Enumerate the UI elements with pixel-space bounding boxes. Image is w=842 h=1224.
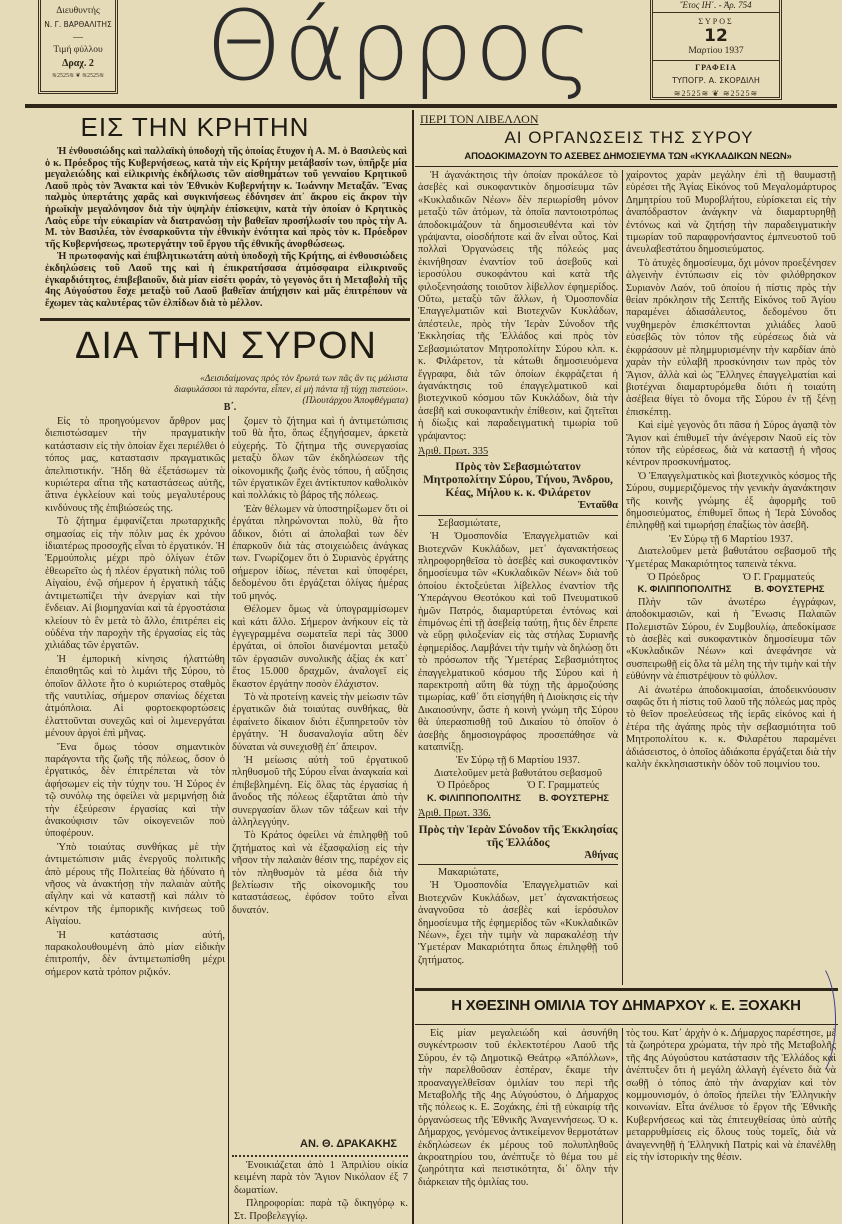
paragraph: Ἡ ἐνθουσιώδης καὶ παλλαϊκὴ ὑποδοχὴ τῆς ὁποίας ἔτυχον ἡ Α. Μ. ὁ Βασιλεὺς καὶ ὁ κ. Πρόεδρος τῆς Κυβερνήσεως, κατὰ τὴν εἰς Κρήτην μετάβασίν των, ὑπῆρξε μία μεγαλειώδης καὶ εἰλικρινὴς ἐκδήλωσις τῶν αἰσθημάτων τοῦ γενναίου Κρητικοῦ Λαοῦ πρὸς τὸν Ἄνακτα καὶ τὸν Ἐθνικὸν Κυβερνήτην κ. Ἰωάννην Μεταξᾶν. Ἕνας παλμὸς ὑπερτάτης χαρᾶς καὶ συγκινήσεως ἐδόνησεν ἀπ᾽ ἄκρου εἰς ἄκρον τὴν ἡρωϊκὴν μεγαλόνησον διὰ τὴν ὑψηλὴν ἐπίσκεψιν, κατὰ τὴν ὁποίαν ὁ Κρητικὸς Λαὸς εὗρε τὴν εὐκαιρίαν νὰ διατρανώσῃ τὴν βαθεῖαν προσήλωσίν του πρὸς τὴν Α. Μ. τὸν Βασιλέα, τὸν ἐνσαρκοῦντα τὴν ἐθνικὴν ἑνότητα καὶ πρὸς τὸν κ. Πρόεδρον τῆς Κυβερνήσεως, πρωτεργάτην τοῦ ἔργου τῆς ἐθνικῆς ἀνορθώσεως. [45,146,407,250]
signature-secretary: Β. ΦΟΥΣΤΕΡΗΣ [538,792,610,804]
issue-number: Ἔτος ΙΗ΄. - Ἀρ. 754 [653,0,779,13]
ornament-border: ≋2525≋ ❦ ≋2525≋ [51,73,105,79]
paragraph: Πλὴν τῶν ἀνωτέρω ἐγγράφων, ἀποδοκιμασιῶν, καὶ ἡ Ἕνωσις Παλαιῶν Πολεμιστῶν Σύρου, ἐν Συμβουλίῳ, ἀπεδοκίμασε τὸ ἀσεβὲς καὶ συκοφαντικὸν δημοσίευμα τῶν «Κυκλαδικῶν Νέων» καὶ ἀνεφάνησε νὰ συσπειρωθῇ εἰς ὅλα τὰ μέλη της τὴν τιμὴν καὶ τὴν εὐθύνην νὰ ἐπιστρέψουν τὸ φύλλον. [626,596,836,683]
paragraph: Ἡ Ὁμοσπονδία Ἐπαγγελματιῶν καὶ Βιοτεχνῶν Κυκλάδων, μετ᾽ ἀγανακτήσεως πληροφορηθεῖσα τὸ ἀσεβὲς καὶ συκοφαντικὸν δημοσίευμα τῶν «Κυκλαδικῶν Νέων» διὰ τοῦ ὁποίου ἐκτοξεύεται λίβελλος ἐναντίον τῆς Ὑπεράγνου Θεοτόκου καὶ τοῦ Πνευματικοῦ ἡμῶν Πατρός, διαμαρτύρεται ἐντόνως καὶ ἐπιμόνως ἐπὶ τῇ ἀσεβείᾳ ταύτῃ, ἥτις δὲν ἔπρεπε νὰ εὕρῃ φιλοξενίαν εἰς τὰς στήλας Συριανῆς ἐφημερίδος. Λαμβάνει τὴν τιμὴν νὰ δηλώσῃ ὅτι τὸ πρόσωπον τῆς Ὑμετέρας Σεβασμιότητος ἐπαγγελματικοῦ κόσμου τῆς Σύρου καὶ ἡ παρεκτροπὴ αὕτη θὰ τύχῃ τῆς ἀρμοζούσης τιμωρίας, καθ᾽ ὅτι εἰσηγήθη ἡ Διοίκησις εἰς τὴν Δικαιοσύνην, ὥστε ἡ κοινὴ γνώμη τῆς Σύρου θὰ ὑπερασπισθῇ τοῦ Δικαίου τὸ ὁποῖον ὁ ἀσεβὴς δημοσιογράφος προσεπάθησε νὰ καταπνίξῃ. [418,531,618,754]
subheadline-libel: ΑΠΟΔΟΚΙΜΑΖΟΥΝ ΤΟ ΑΣΕΒΕΣ ΔΗΜΟΣΙΕΥΜΑ ΤΩΝ «ΚΥΚΛΑΔΙΚΩΝ ΝΕΩΝ» [464,151,792,162]
paragraph: Τὸ ζήτημα ἐμφανίζεται πρωταρχικῆς σημασίας εἰς τὴν πόλιν μας ἐκ χρόνου ἰδιαιτέρως προσοχῆς εἶναι τὸ ἐργατικόν. Ἡ Ἑρμούπολις μέχρι πρὸ ὀλίγων ἐτῶν ἐθεωρεῖτο ὡς ἡ πλέον ἐργατικὴ πόλις τοῦ Αἰγαίου, ἐνῷ σήμερον ἡ ἐργατικὴ τάξις ἀντιμετωπίζει τὴν ἀνεργίαν καὶ τὴν ἔνδειαν. Αἱ βιομηχανίαι καὶ τὰ ἐργοστάσια κλείουν τὸ ἓν μετὰ τὸ ἄλλο, ἐπιτρέπει εἰς οὐδένα τὴν παροχὴν τῆς ἐργασίας εἰς τὰς χιλιάδας τῶν ἐργατῶν. [45,516,225,652]
addressee: Πρὸς τὸν Σεβασμιώτατον Μητροπολίτην Σύρου, Τήνου, Ἄνδρου, Κέας, Μήλου κ. κ. Φιλάρετον [423,461,613,500]
headline-mayor-title: κ. [709,1002,718,1013]
director-name: Ν. Γ. ΒΑΡΘΑΛΙΤΗΣ [44,20,112,29]
paragraph: ζομεν τὸ ζήτημα καὶ ἡ ἀντιμετώπισις τοῦ θὰ ἦτο, ὅπως ἐξηγήσαμεν, ἀρκετὰ εὐχερής. Τὸ ζήτημα τῆς συνεργασίας μεταξὺ ὅλων τῶν ἐκδηλώσεων τῆς οἰκονομικῆς ζωῆς ἑνὸς τόπου, ἡ αὔξησις τῶν ἐργατικῶν ἔχει ἀντίκτυπον καθολικὸν καὶ πολλάκις τὸ βάρος τῆς πόλεως. [232,416,408,502]
epigraph-source: (Πλουτάρχου Ἀποφθέγματα) [302,396,408,406]
date-month-year: Μαρτίου 1937 [653,45,779,61]
ink-mark [790,960,836,1080]
column-divider [228,416,229,1224]
letter-closing: Διατελοῦμεν μετὰ βαθυτάτου σεβασμοῦ [433,767,602,779]
addressee-place: Ἀθήνας [584,849,618,861]
article-mayor-col1 [418,1028,618,1224]
salutation: Μακαριώτατε, [438,866,499,878]
masthead-left-box [38,0,118,94]
headline-rule [415,1024,838,1025]
author-signature: ΑΝ. Θ. ΔΡΑΚΑΚΗΣ [300,1138,398,1150]
headline-syros: ΔΙΑ ΤΗΝ ΣΥΡΟΝ [75,325,377,367]
price: Δραχ. 2 [62,58,94,69]
addressee: Πρὸς τὴν Ἱερὰν Σύνοδον τῆς Ἐκκλησίας τῆς Ἑλλάδος [418,823,618,849]
headline-mayor-name: Ε. ΞΟΧΑΚΗ [721,997,801,1014]
paragraph: Εἰς μίαν μεγαλειώδη καὶ ἀσυνήθη συγκέντρωσιν τοῦ ἐκλεκτοτέρου Λαοῦ τῆς Σύρου, ἐν τῷ Δημοτικῷ Θεάτρῳ «Ἀπόλλων», τὴν παρελθοῦσαν ἑσπέραν, ἔκαμε τὴν προαναγγελθεῖσαν ὁμιλίαν του περὶ τῆς Μεταβολῆς τῆς 4ης Αὐγούστου, ὁ Δήμαρχος τῆς πόλεως κ. Ε. Ξοχάκης, ἐπὶ τῇ εὐκαιρίᾳ τῆς ὀργανώσεως τῆς Ἐθνικῆς Ἀναγεννήσεως. Ὁ κ. Δήμαρχος, γενόμενος ἀντικείμενον θερμοτάτων ἐκδηλώσεων ἐκ μέρους τοῦ πολυπληθοῦς ἀκροατηρίου του, ἀνέπτυξε τὸ θέμα του μὲ ζωηρότητα καὶ πειστικότητα, δι᾽ ὅλην τὴν διάρκειαν τῆς ὁμιλίας του. [418,1028,618,1188]
role-secretary: Ὁ Γ. Γραμματεύς [742,572,815,583]
salutation: Σεβασμιώτατε, [438,517,501,529]
reference-number: Ἀριθ. Πρωτ. 335 [418,445,489,457]
signature-president: Κ. ΦΙΛΙΠΠΟΠΟΛΙΤΗΣ [637,584,732,596]
masthead-right-box [650,0,782,100]
article-libel-col2 [626,170,836,985]
paragraph: Ὑπὸ τοιαύτας συνθήκας μὲ τὴν ἀντιμετώπισιν μιᾶς ἐνεργοῦς πολιτικῆς ἀπὸ μέρους τῆς Πολιτείας θὰ ἠδύνατο ἡ νῆσος νὰ ἀνακτήσῃ τὴν παλαιὰν αὐτῆς αἴγλην καὶ νὰ καταστῇ καὶ πάλιν τὸ κέντρον τῆς ἐμπορικῆς κινήσεως τοῦ Αἰγαίου. [45,841,225,928]
director-label: Διευθυντής [56,6,100,16]
ornament-border: ≋2525≋ ❦ ≋2525≋ [673,89,759,98]
signature-secretary: Β. ΦΟΥΣΤΕΡΗΣ [754,584,825,596]
addressee-place: Ἐνταῦθα [577,500,618,512]
kicker: ΠΕΡΙ ΤΟΝ ΛΙΒΕΛΛΟΝ [420,112,539,126]
price-label: Τιμή φύλλου [53,45,103,55]
masthead-rule [25,104,837,108]
separator-dash: — [73,32,83,43]
paragraph: Ἡ Ὁμοσπονδία Ἐπαγγελματιῶν καὶ Βιοτεχνῶν Κυκλάδων, μετ᾽ ἀγανακτήσεως ἀναγνοῦσα τὸ ἀσεβὲς καὶ ἱερόσυλον δημοσίευμα τῆς ἐφημερίδος τῶν «Κυκλαδικῶν Νέων», ἔχει τὴν τιμὴν νὰ παρακαλέσῃ τὴν Ὑμετέραν Μακαριότητα ὅπως ἐπιληφθῇ τοῦ ζητήματος. [418,880,618,966]
ornament-divider [232,1155,408,1157]
newspaper-title: Θάρρος [206,0,594,102]
paragraph: Ἡ ἀγανάκτησις τὴν ὁποίαν προκάλεσε τὸ ἀσεβὲς καὶ συκοφαντικὸν δημοσίευμα τῶν «Κυκλαδικῶν Νέων» δὲν περιωρίσθη μόνον μεταξὺ τῶν ἀτόμων, τὰ ὁποῖα παντοιοτρόπως ἀποδοκιμάζουν τὰ δημοσιευθέντα καὶ τὸν γράψαντα, οἱοσδήποτε καὶ ἂν εἶναι οὗτος. Καὶ πολλαὶ Ὀργανώσεις τῆς πόλεώς μας ἐκινήθησαν ἐναντίον τοῦ ἀσεβοῦς καὶ ἱεροσύλου συκοφάντου καὶ κατὰ τῆς φιλοξενησάσης τοιοῦτον λίβελλον ἐφημερίδος. Οὕτω, μεταξὺ τῶν ἄλλων, ἡ Ὁμοσπονδία Ἐπαγγελματιῶν καὶ Βιοτεχνῶν Κυκλάδων, ἀπέστειλε, πρὸς τὴν Ἱερὰν Σύνοδον τῆς Ἐκκλησίας τῆς Ἑλλάδος καὶ πρὸς τὸν Σεβασμιώτατον Μητροπολίτην Σύρου κλπ. κ. κ. Φιλάρετον, τὰ κάτωθι δημοσιευόμενα ἔγγραφα, διὰ τῶν ὁποίων ἐκφράζεται ἡ ἀγανάκτησις τοῦ ἐπαγγελματικοῦ καὶ βιοτεχνικοῦ κόσμου τῶν Κυκλάδων, διὰ τὴν ἀσεβῆ καὶ συκοφαντικὴν ἐπίθεσιν, καὶ ζητεῖται ἡ δίωξις καὶ παραδειγματικὴ τιμωρία τοῦ γράψαντος: [418,170,618,442]
classified-ad [234,1160,408,1224]
header-rule [415,166,838,167]
letter-closing: Διατελοῦμεν μετὰ βαθυτάτου σεβασμοῦ τῆς Ὑμετέρας Μακαριότητος ταπεινὰ τέκνα. [626,546,836,570]
paragraph: Ἡ πρωτοφανὴς καὶ ἐπιβλητικωτάτη αὐτὴ ὑποδοχὴ τῆς Κρήτης, αἱ ἐνθουσιώδεις ἐκδηλώσεις τοῦ Λαοῦ της καὶ ἡ ἐπικρατήσασα ἀτμόσφαιρα εἰλικρινοῦς ἐγκαρδιότητος, ἐπιβεβαιοῦν, διὰ μίαν εἰσέτι φοράν, τὸ γεγονὸς ὅτι ἡ Μεταβολὴ τῆς 4ης Αὐγούστου ἔσχε μεταξὺ τοῦ Λαοῦ βαθεῖαν ἀπήχησιν καὶ μᾶς ἐπιτρέπουν νὰ ἔχωμεν τὰς καλυτέρας τῶν ἐλπίδων διὰ τὸ μέλλον. [45,251,407,309]
paragraph: Ἡ κατάστασις αὐτή, παρακολουθουμένη ἀπὸ μίαν εἰδικὴν ἐπιτροπήν, δὲν ἀντιμετωπίσθη μέχρι σήμερον κατὰ τρόπον ριζικόν. [45,929,225,978]
offices-address: ΤΥΠΟΓΡ. Α. ΣΚΟΡΔΙΛΗ [672,76,760,85]
part-number: Β΄. [223,402,237,413]
paragraph: χαίροντος χαρὰν μεγάλην ἐπὶ τῇ θαυμαστῇ εὑρέσει τῆς Ἁγίας Εἰκόνος τοῦ Μεγαλομάρτυρος Δημητρίου τοῦ Μυροβλήτου, εὑρίσκεται εἰς τὴν ἀναπόδραστον ἀνάγκην νὰ διαμαρτυρηθῇ ἐντόνως καὶ νὰ ζητήσῃ τὴν παραδειγματικὴν τιμωρίαν τοῦ παραφρονήσαντος ἐμπνευστοῦ τοῦ ἀνευλαβεστάτου δημοσιεύματος. [626,170,836,256]
paragraph: Αἱ ἀνωτέρω ἀποδοκιμασίαι, ἀποδεικνύουσιν σαφῶς ὅτι ἡ πίστις τοῦ λαοῦ τῆς πόλεώς μας πρὸς τὸ θεῖον προελεύσεως τῆς ἱερᾶς εἰκόνος καὶ ἡ ἑτέρα τῆς ἀγάπης πρὸς τὴν σεβασμιότητα τοῦ Μητροπολίτου κ. κ. Φιλαρέτου παραμένει ἀδιάσειστος, ὁ ὁποῖος ἀδιάκοπα ἐργάζεται διὰ τὴν καλὴν ἐκκλησιαστικὴν ὁδὸν τοῦ ποιμνίου του. [626,684,836,771]
section-rule [415,988,838,991]
headline-libel: ΑΙ ΟΡΓΑΝΩΣΕΙΣ ΤΗΣ ΣΥΡΟΥ [504,128,754,147]
role-secretary: Ὁ Γ. Γραμματεύς [527,780,600,792]
paragraph: τὸς του. Κατ᾽ ἀρχὴν ὁ κ. Δήμαρχος παρέστησε, μὲ τὰ ζωηρότερα χρώματα, τὴν πρὸ τῆς Μεταβολῆς τῆς 4ης Αὐγούστου κατάστασιν τῆς Ἑλλάδος καὶ ἀνέπτυξεν ὅτι ἡ μεγάλη ἀλλαγὴ ἐγένετο διὰ νὰ σωθῇ ὁ τόπος ἀπὸ τὴν ἀναρχίαν καὶ τὸν κομμουνισμόν, ὁ ὁποῖος ἠπείλει τὴν Ἑλληνικὴν κοινωνίαν. Εἶτα ἀνέλυσε τὸ ἔργον τῆς Ἐθνικῆς Κυβερνήσεως καὶ τὰς ἐπιτευχθείσας ὑπὸ αὐτῆς μεταρρυθμίσεις εἰς ὅλους τοὺς τομεῖς, διὰ νὰ ἀναγεννηθῇ ἡ Ἑλληνικὴ Πατρὶς καὶ νὰ ἐπανέλθῃ εἰς τὴν ἱστορικὴν της θέσιν. [626,1028,836,1164]
epigraph-quote: «Δεισιδαίμονας πρὸς τὸν ἔρωτά των πᾶς ἂν τις μάλιστα διαφυλάσσοι τὰ παρόντα, εἶπεν, εἰ μὴ πάντα τῇ τύχῃ πιστεύοι». [174,374,408,395]
role-president: Ὁ Πρόεδρος [647,572,700,583]
reference-number: Ἀριθ. Πρωτ. 336. [418,808,491,820]
paragraph: Τὸ ἀτυχὲς δημοσίευμα, ὄχι μόνον προεξένησεν ἀλγεινὴν ἐντύπωσιν εἰς τὸν φιλόθρησκον Συριανὸν Λαόν, τοῦ ὁποίου ἡ πίστις πρὸς τὴν θείαν πρόκλησιν τῆς Σεπτῆς Εἰκόνος τοῦ Ἁγίου παραμένει ἀδιασάλευτος, δεδομένου ὅτι νυχθημερὸν ἐπισκέπτονται χιλιάδες λαοῦ εὐσεβῶς τὸν τόπον τῆς εὑρέσεως διὰ νὰ ἐκφράσουν μὲ πλημμυρισμένην τὴν καρδίαν ἀπὸ χαρὰν τὴν εὐλαβῆ προσκύνησιν των πρὸς τὸν Ἅγιον, ἀλλὰ καὶ ὡς Ἕλληνες ἐπαγγελματίαι καὶ βιοτέχναι διαμαρτυρόμεθα διότι ἡ τοιαύτη ἀσέβεια θίγει τὸ ὄνομα τῆς Σύρου ἐν τῇ ξένῃ ἐπισκέπτῃ. [626,257,836,418]
ad-info: Πληροφορίαι: παρὰ τῷ δικηγόρῳ κ. Στ. Προβελεγγίῳ. [234,1198,408,1222]
headline-mayor-text: Η ΧΘΕΣΙΝΗ ΟΜΙΛΙΑ ΤΟΥ ΔΗΜΑΡΧΟΥ [451,997,706,1014]
letter-date: Ἐν Σύρῳ τῇ 6 Μαρτίου 1937. [668,533,794,545]
article-syros-col2 [232,416,408,1134]
headline-crete: ΕΙΣ ΤΗΝ ΚΡΗΤΗΝ [80,112,310,142]
epigraph [160,374,408,407]
article-libel-col1 [418,170,618,985]
paragraph: Ἕνα ὅμως τόσον σημαντικὸν παράγοντα τῆς ζωῆς τῆς πόλεως, ὅσον ὁ ἐργατικός, δὲν ἐπιτρέπεται νὰ τὸν ἀφήσωμεν εἰς τὴν τύχην του. Ἡ Σύρος ἐν τῷ συνόλῳ της ὀφείλει νὰ μεριμνήσῃ διὰ τὴν ἐξεύρεσιν ἐργασίας καὶ τὴν ἀνακούφισιν τῶν οἰκογενειῶν ποὺ ὑποφέρουν. [45,741,225,840]
page-divider [412,110,414,1224]
paragraph: Ὁ Ἐπαγγελματικὸς καὶ βιοτεχνικὸς κόσμος τῆς Σύρου, συμμεριζόμενος τὴν γενικὴν ἀγανάκτησιν τῆς κοινῆς γνώμης ἐξ ἀφορμῆς τοῦ δημοσιεύματος, ἐπιθυμεῖ ὅπως ἡ Ἱερὰ Σύνοδος ἐπιληφθῇ καὶ τιμωρήσῃ ἐπαξίως τὸν ἀσεβῆ. [626,470,836,532]
offices-label: ΓΡΑΦΕΙΑ [695,63,737,72]
paragraph: Ἡ μείωσις αὐτὴ τοῦ ἐργατικοῦ πληθυσμοῦ τῆς Σύρου εἶναι ἀναγκαία καὶ ἐπιβεβλημένη. Εἰς ὅλας τὰς ἐργασίας ἡ ἄνοδος τῆς πόλεως ἐξαρτᾶται ἀπὸ τὴν συνεργασίαν ὅλων τῶν τάξεων καὶ τὴν ἀλληλεγγύην. [232,754,408,828]
article-crete-body [45,146,407,314]
city: ΣΥΡΟΣ [698,17,734,26]
paragraph: Καὶ εἰμὲ γεγονὸς ὅτι πᾶσα ἡ Σύρος ἀγαπᾷ τὸν Ἅγιον καὶ ἐπιθυμεῖ τὴν ἀνέγερσιν Ναοῦ εἰς τὸν τόπον τῆς εὑρέσεως, διὰ νὰ καταστῇ ἡ νῆσος κέντρον προσκυνήματος. [626,420,836,469]
date-day: 12 [704,26,728,46]
role-president: Ὁ Πρόεδρος [436,780,490,792]
headline-mayor [416,996,836,1018]
paragraph: Θέλομεν ὅμως νὰ ὑπογραμμίσωμεν καὶ κάτι ἄλλο. Σήμερον ἀνήκουν εἰς τὰ ἐγγεγραμμένα σωματεῖα περὶ τὰς 3000 ἐργάται, οἱ ὁποῖοι διανέμονται μεταξὺ τῶν ἐργασιῶν συνολικῆς ἀξίας ἐκ κατ᾽ ἔτος 15.000 δραχμῶν, ἀναλογεῖ εἰς ἕκαστον ἐργάτην ποσὸν ἐλάχιστον. [232,604,408,690]
paragraph: Ἡ ἐμπορικὴ κίνησις ἠλαττώθη ἐπαισθητῶς καὶ τὸ λιμάνι τῆς Σύρου, τὸ ὁποῖον ἄλλοτε ἦτο ὁ κυριώτερος σταθμὸς τῆς ναυτιλίας, σήμερον σπανίως δέχεται ἀτμόπλοια. Αἱ φορτοεκφορτώσεις ἐλαττοῦνται συνεχῶς καὶ οἱ λιμενεργάται μένουν ἀργοὶ ἐπὶ μῆνας. [45,653,225,740]
paragraph: Ἐὰν θέλωμεν νὰ ὑποστηρίξωμεν ὅτι οἱ ἐργάται πληρώνονται πολὺ, θὰ ἦτο ἄδικον, διότι αἱ ἀπολαβαὶ των δὲν ἐπαρκοῦν διὰ τὰς στοιχειώδεις ἀνάγκας των. Γνωρίζομεν ὅτι ὁ Συριανὸς ἐργάτης σήμερον ἰδίως, πένεται καὶ ὑποφέρει, δεδομένου ὅτι ἐργάζεται ὀλίγας ἡμέρας τοῦ μηνός. [232,503,408,602]
column-divider [622,1028,623,1224]
section-rule [40,318,410,321]
letter-date: Ἐν Σύρῳ τῇ 6 Μαρτίου 1937. [455,755,581,767]
ad-text: Ἐνοικιάζεται ἀπὸ 1 Ἀπριλίου οἰκία κειμένη παρὰ τὸν Ἅγιον Νικόλαον ἐξ 7 δωματίων. [234,1160,408,1196]
signature-president: Κ. ΦΙΛΙΠΠΟΠΟΛΙΤΗΣ [426,792,521,804]
article-syros-col1 [45,416,225,1224]
paragraph: Τὸ Κράτος ὀφείλει νὰ ἐπιληφθῇ τοῦ ζητήματος καὶ νὰ ἐξασφαλίσῃ εἰς τὴν νῆσον τὴν παλαιὰν θέσιν της, παρέχον εἰς τὸν πληθυσμὸν τὰ μέσα διὰ τὴν βελτίωσιν τῆς οἰκονομικῆς του καταστάσεως, ἐφόσον τοῦτο εἶναι δυνατόν. [232,830,408,916]
paragraph: Τὸ νὰ προτείνῃ κανεὶς τὴν μείωσιν τῶν ἐργατικῶν διὰ τοιαύτας συνθήκας, θὰ ἐφαίνετο δίκαιον διότι ἐξυπηρετοῦν τὸν ἐργάτην. Ἡ δυσαναλογία αὕτη δὲν δύναται νὰ συνεχισθῇ ἐπ᾽ ἄπειρον. [232,691,408,753]
column-divider [622,170,623,985]
paragraph: Εἰς τὸ προηγούμενον ἄρθρον μας διεπιστώσαμεν τὴν πραγματικὴν κατάστασιν εἰς τὴν ὁποίαν ἔχει περιέλθει ὁ τόπος μας, καταστασιν πραγματικῶς ἀπελπιστικήν. Ἤδη θὰ ἐξετάσωμεν τὰ κυριώτερα αἴτια τῆς καταστάσεως αὐτῆς, ἅτινα ἐγκλείουν καὶ τοὺς μεγαλυτέρους κινδύνους τῆς ἐπιβιώσεώς της. [45,416,225,514]
